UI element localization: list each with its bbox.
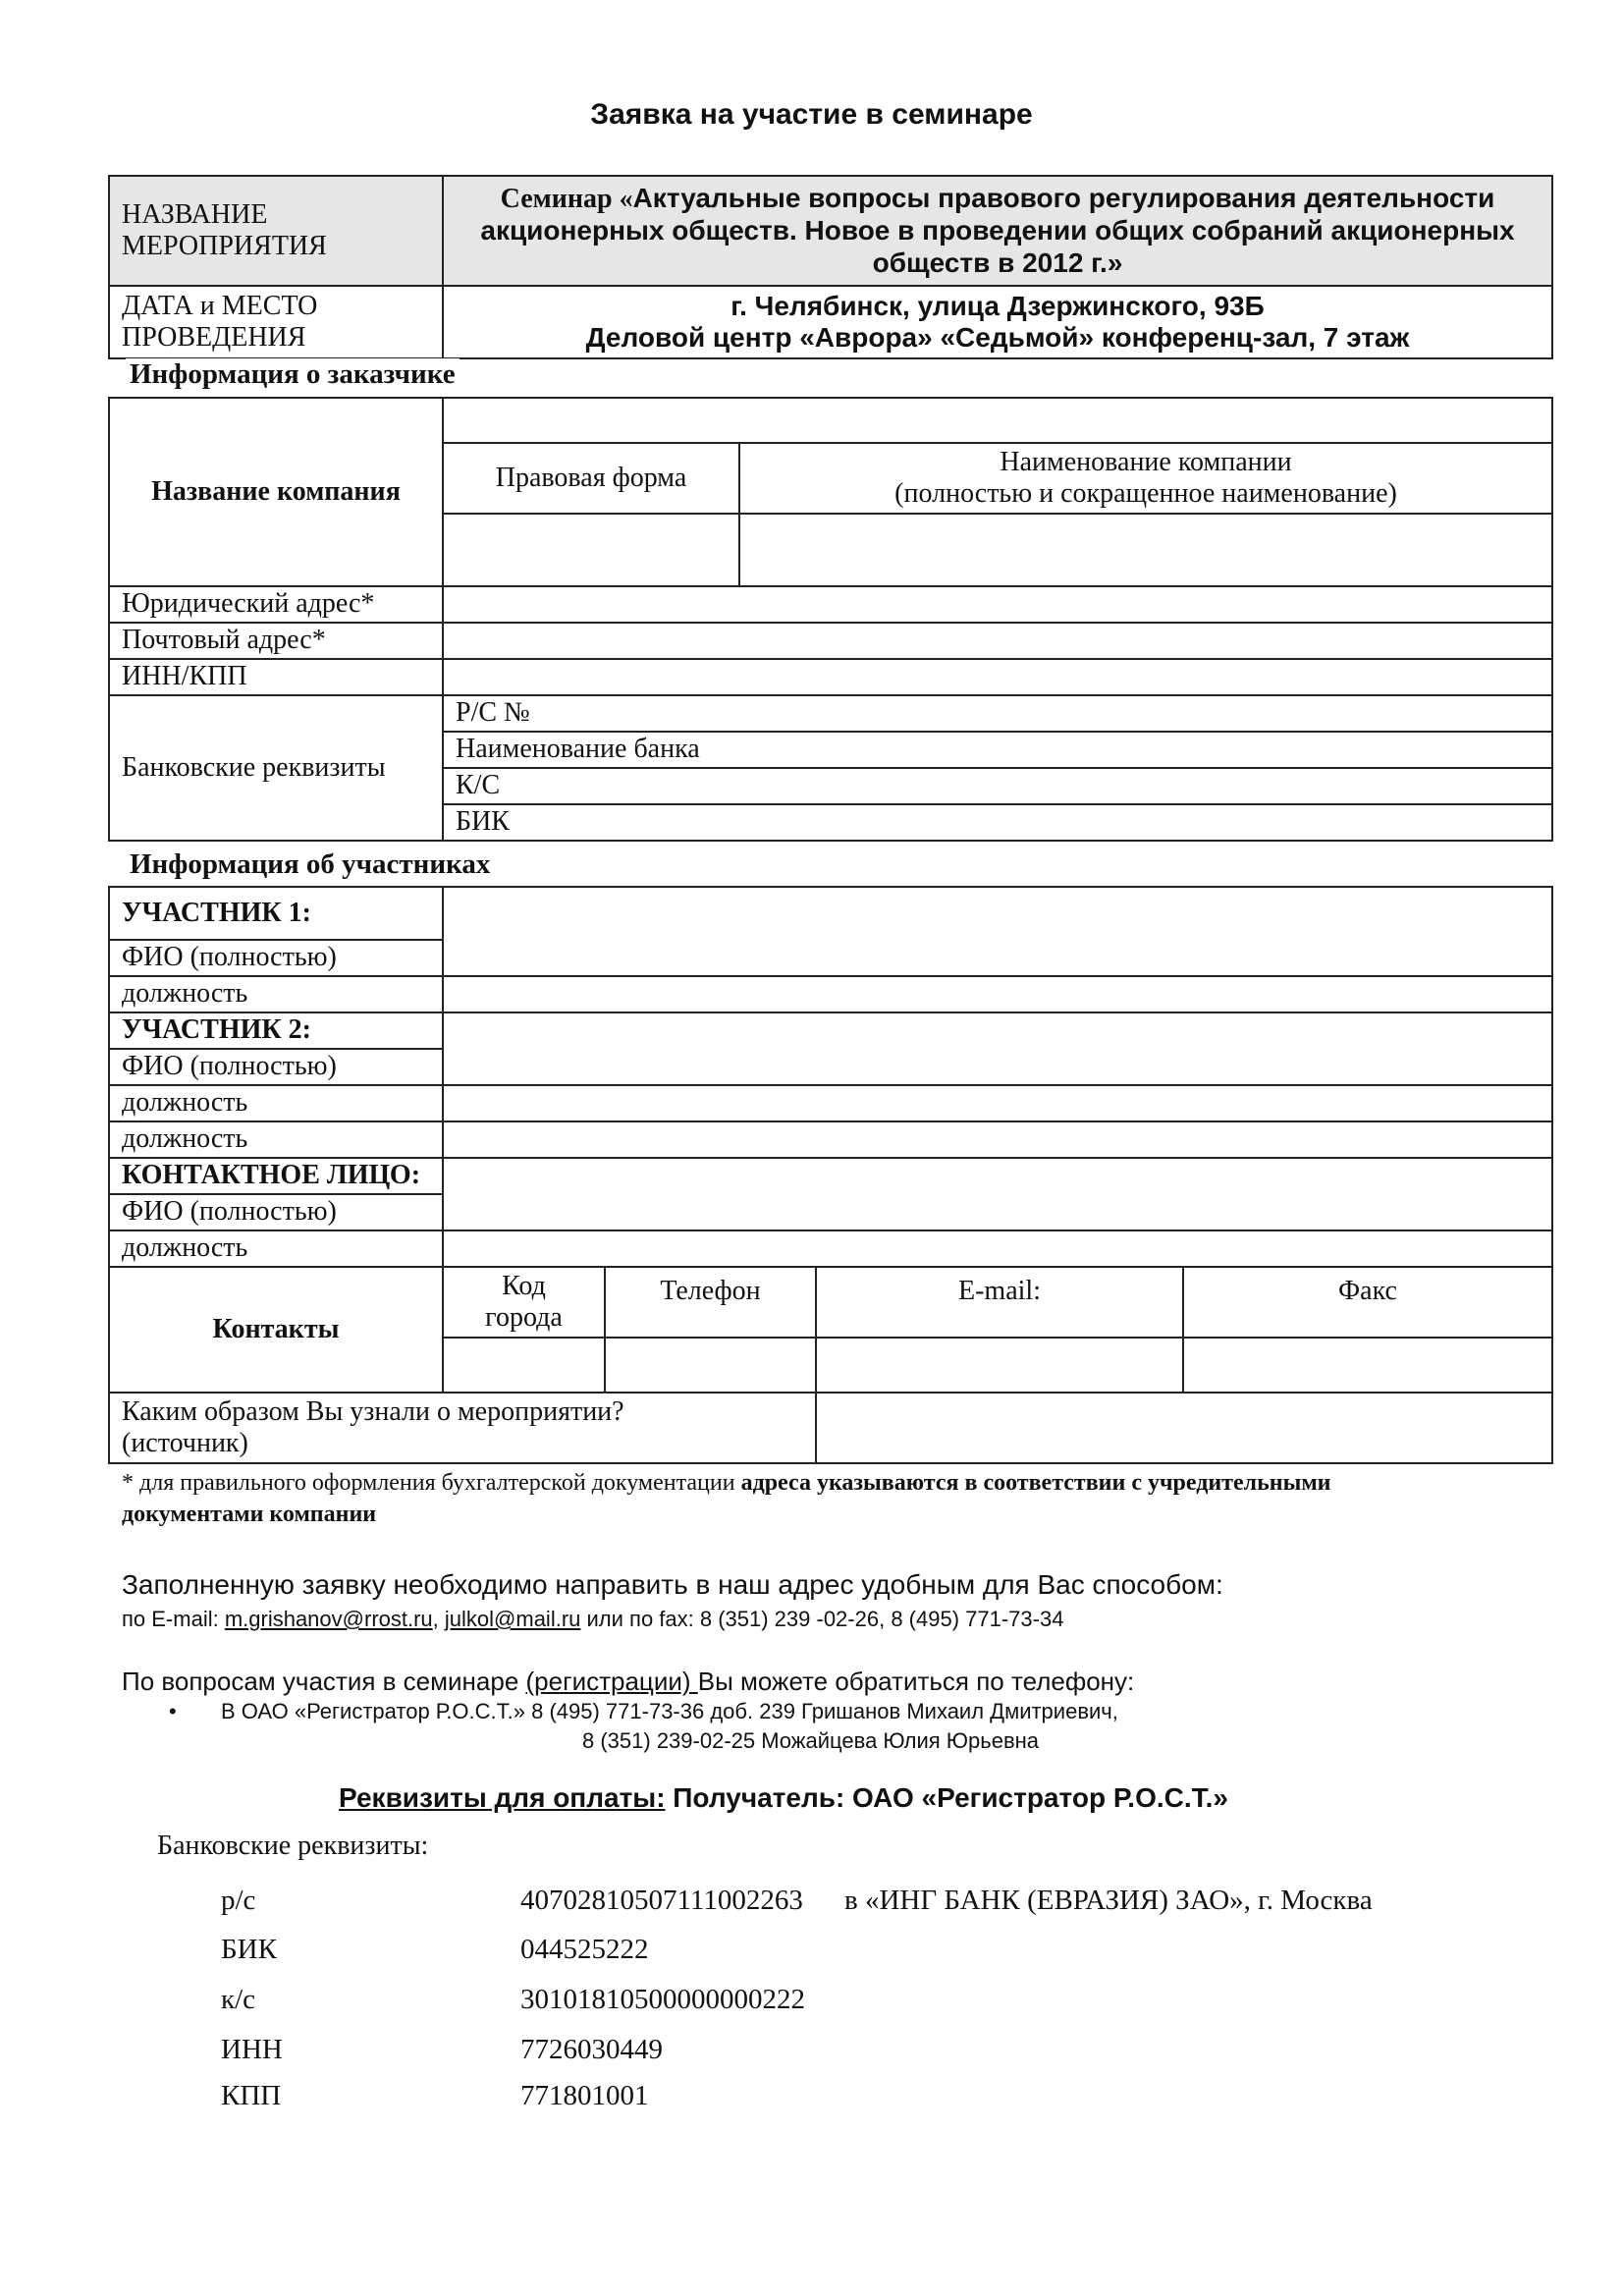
payment-row-rs <box>221 1885 1373 1917</box>
send-by-email-label: по E-mail: <box>122 1607 225 1631</box>
email-separator: , <box>432 1607 445 1631</box>
send-contacts <box>122 1607 1063 1632</box>
city-code-line1: Код <box>502 1270 546 1301</box>
participant2-fio-field[interactable] <box>443 1012 1552 1085</box>
bik-field[interactable]: БИК <box>443 804 1552 841</box>
participant2-position-field[interactable] <box>443 1085 1552 1121</box>
company-name-header <box>739 443 1552 514</box>
rs-field[interactable]: Р/С № <box>443 695 1552 732</box>
city-code-line2: города <box>485 1302 563 1333</box>
participants-info-heading: Информация об участниках <box>126 848 494 881</box>
payment-label-rs: р/с <box>221 1885 256 1916</box>
bank-details-label: Банковские реквизиты <box>109 695 443 841</box>
form-title: Заявка на участие в семинаре <box>590 98 1033 131</box>
payment-row-ks <box>221 1984 805 2016</box>
customer-info-heading: Информация о заказчике <box>126 358 460 391</box>
footnote <box>122 1467 1359 1531</box>
payment-value-inn: 7726030449 <box>520 2034 663 2065</box>
contact-person-heading: КОНТАКТНОЕ ЛИЦО: <box>109 1158 443 1194</box>
payment-value-kpp: 771801001 <box>520 2080 649 2111</box>
event-name-label: НАЗВАНИЕ МЕРОПРИЯТИЯ <box>109 176 443 286</box>
ks-field[interactable]: К/С <box>443 768 1552 804</box>
company-name-label: Название компания <box>109 398 443 586</box>
payment-value-ks: 30101810500000000222 <box>520 1984 805 2015</box>
legal-address-field[interactable] <box>443 586 1552 623</box>
source-question-line1: Каким образом Вы узнали о мероприятии? <box>122 1395 624 1427</box>
send-fax-text: или по fax: 8 (351) 239 -02-26, 8 (495) 771-73-34 <box>580 1607 1064 1631</box>
footnote-plain: * для правильного оформления бухгалтерской документации <box>122 1470 741 1496</box>
legal-form-header: Правовая форма <box>443 443 739 514</box>
postal-address-field[interactable] <box>443 623 1552 659</box>
phone-field[interactable] <box>605 1338 816 1393</box>
questions-registration: (регистрации) <box>525 1667 698 1696</box>
event-place-value <box>443 286 1552 358</box>
contact-person-position-field[interactable] <box>443 1230 1552 1267</box>
payment-bank-label: Банковские реквизиты: <box>157 1831 429 1861</box>
participant1-heading: УЧАСТНИК 1: <box>109 887 443 940</box>
postal-address-label: Почтовый адрес* <box>109 623 443 659</box>
inn-kpp-field[interactable] <box>443 659 1552 695</box>
company-name-field[interactable] <box>739 514 1552 586</box>
payment-heading: Реквизиты для оплаты: <box>339 1782 666 1813</box>
participant1-position-label: должность <box>109 976 443 1012</box>
payment-bank-name: в «ИНГ БАНК (ЕВРАЗИЯ) ЗАО», г. Москва <box>844 1885 1373 1916</box>
customer-table <box>108 397 1553 842</box>
phone-contact-line1: В ОАО «Регистратор Р.О.С.Т.» 8 (495) 771-73-36 доб. 239 Гришанов Михаил Дмитриевич, <box>221 1699 1118 1723</box>
event-place-line1: г. Челябинск, улица Дзержинского, 93Б <box>730 290 1265 321</box>
event-table <box>108 175 1553 359</box>
payment-heading-line <box>339 1782 1228 1814</box>
source-field[interactable] <box>816 1393 1552 1463</box>
payment-label-ks: к/с <box>221 1984 256 2015</box>
phone-contact-line2: 8 (351) 239-02-25 Можайцева Юлия Юрьевна <box>582 1728 1040 1753</box>
participants-table <box>108 886 1553 1464</box>
event-place-line2: Деловой центр «Аврора» «Седьмой» конференц-зал, 7 этаж <box>585 322 1410 353</box>
city-code-field[interactable] <box>443 1338 605 1393</box>
phone-header: Телефон <box>605 1267 816 1338</box>
payment-label-kpp: КПП <box>221 2080 282 2111</box>
email-link-julkol[interactable]: julkol@mail.ru <box>444 1607 581 1631</box>
payment-row-bik <box>221 1934 649 1966</box>
send-instruction: Заполненную заявку необходимо направить в наш адрес удобным для Вас способом: <box>122 1569 1223 1600</box>
company-blank-field[interactable] <box>443 398 1552 443</box>
payment-recipient: Получатель: ОАО «Регистратор Р.О.С.Т.» <box>665 1782 1228 1813</box>
participant1-position-field[interactable] <box>443 976 1552 1012</box>
participant2-position-label: должность <box>109 1085 443 1121</box>
contact-person-fio-label: ФИО (полностью) <box>109 1194 443 1230</box>
participant2-position2-field[interactable] <box>443 1121 1552 1158</box>
city-code-header <box>443 1267 605 1338</box>
bullet-icon: • <box>169 1699 177 1723</box>
participant1-fio-label: ФИО (полностью) <box>109 940 443 976</box>
source-question-line2: (источник) <box>122 1428 248 1458</box>
payment-label-inn: ИНН <box>221 2034 283 2065</box>
contact-person-position-label: должность <box>109 1230 443 1267</box>
payment-label-bik: БИК <box>221 1934 277 1965</box>
questions-suffix: Вы можете обратиться по телефону: <box>697 1667 1135 1696</box>
questions-prefix: По вопросам участия в семинаре <box>122 1667 526 1696</box>
legal-form-field[interactable] <box>443 514 739 586</box>
inn-kpp-label: ИНН/КПП <box>109 659 443 695</box>
contact-person-fio-field[interactable] <box>443 1158 1552 1230</box>
source-question-label <box>109 1393 816 1463</box>
event-name-prefix: Семинар « <box>500 184 633 215</box>
contacts-label: Контакты <box>109 1267 443 1393</box>
company-name-header-line2: (полностью и сокращенное наименование) <box>894 478 1397 509</box>
event-date-label: ДАТА и МЕСТО ПРОВЕДЕНИЯ <box>109 286 443 358</box>
payment-row-inn <box>221 2034 663 2066</box>
participant1-fio-field[interactable] <box>443 887 1552 976</box>
legal-address-label: Юридический адрес* <box>109 586 443 623</box>
participant2-fio-label: ФИО (полностью) <box>109 1049 443 1085</box>
fax-header: Факс <box>1183 1267 1552 1338</box>
event-name-value <box>443 176 1552 286</box>
footnote-bold: адреса указываются в соответствии с учредительными документами компании <box>122 1470 1331 1528</box>
event-name-text: Актуальные вопросы правового регулирования деятельности акционерных обществ. Новое в проведении общих собраний акционерных обществ в 2012 г.» <box>480 183 1515 278</box>
email-header: E-mail: <box>816 1267 1183 1338</box>
email-link-grishanov[interactable]: m.grishanov@rrost.ru <box>224 1607 433 1631</box>
payment-value-bik: 044525222 <box>520 1934 649 1965</box>
participant2-position2-label: должность <box>109 1121 443 1158</box>
participant2-heading: УЧАСТНИК 2: <box>109 1012 443 1049</box>
payment-value-rs: 40702810507111002263 <box>520 1885 803 1916</box>
company-name-header-line1: Наименование компании <box>1000 446 1292 477</box>
questions-line <box>122 1667 1134 1697</box>
fax-field[interactable] <box>1183 1338 1552 1393</box>
email-field[interactable] <box>816 1338 1183 1393</box>
bank-name-field[interactable]: Наименование банка <box>443 732 1552 768</box>
payment-row-kpp <box>221 2080 649 2112</box>
